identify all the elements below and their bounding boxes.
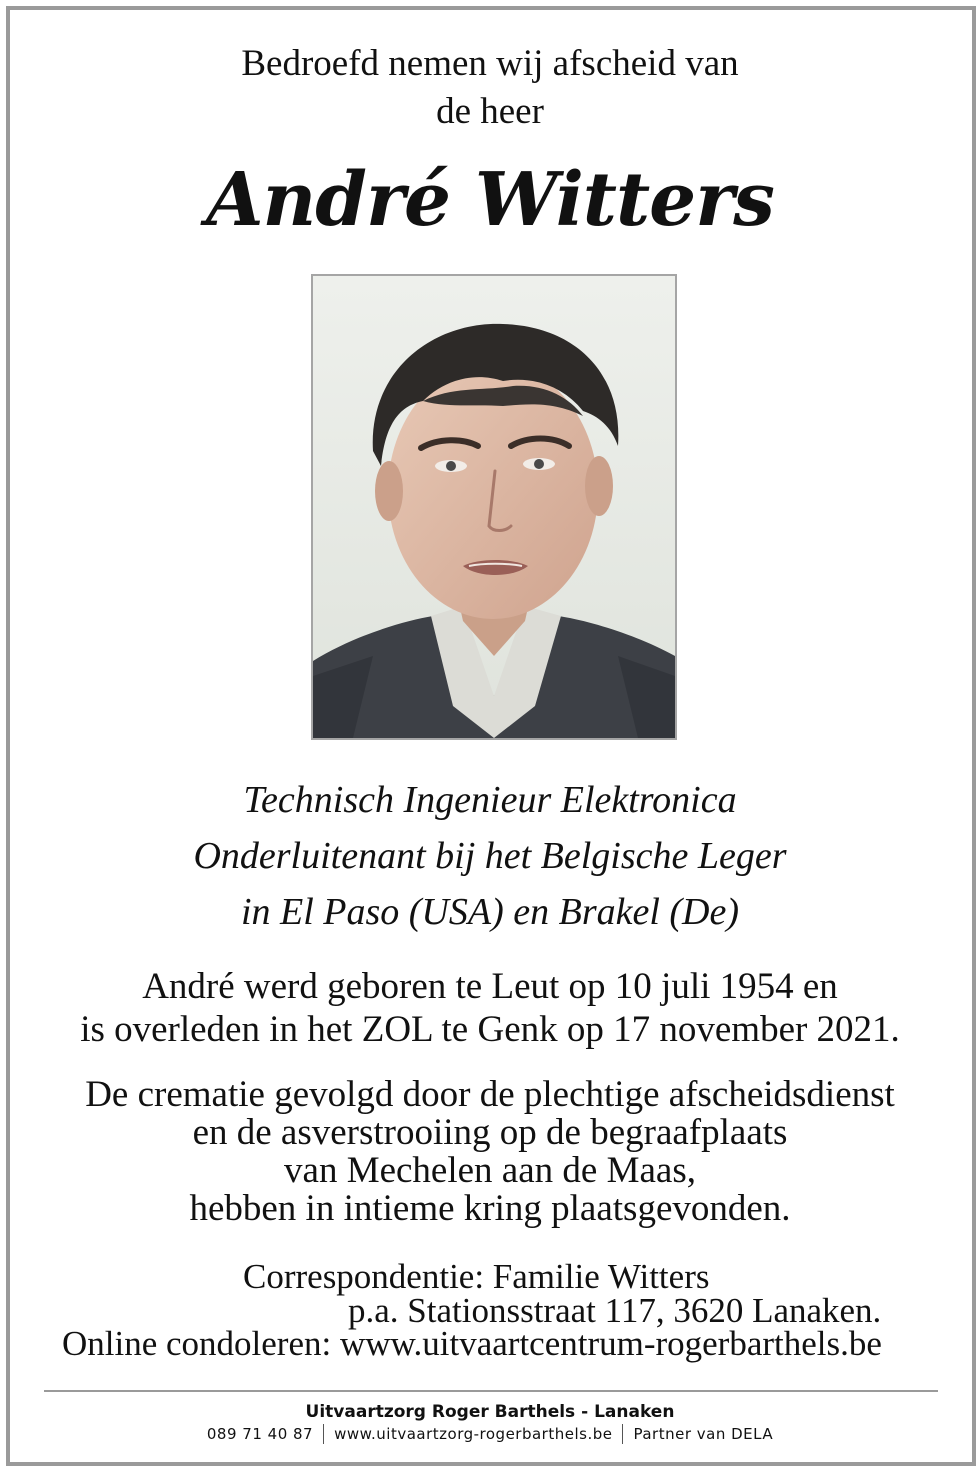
correspondence-address: p.a. Stationsstraat 117, 3620 Lanaken.	[348, 1291, 882, 1330]
service-line: hebben in intieme kring plaatsgevonden.	[189, 1188, 791, 1229]
service-block	[0, 1076, 980, 1228]
correspondence-name: Correspondentie: Familie Witters	[243, 1257, 710, 1296]
intro-line-1: Bedroefd nemen wij afscheid van	[241, 43, 739, 84]
service-line: en de asverstrooiing op de begraafplaats	[192, 1112, 788, 1153]
dates-block	[0, 965, 980, 1051]
footer-phone: 089 71 40 87	[206, 1425, 314, 1443]
deceased-name: André Witters	[206, 157, 774, 243]
intro-line-2: de heer	[436, 91, 544, 132]
intro-text	[0, 40, 980, 136]
portrait-photo	[311, 274, 677, 740]
service-line: van Mechelen aan de Maas,	[284, 1150, 696, 1191]
footer-website: www.uitvaartzorg-rogerbarthels.be	[334, 1425, 613, 1443]
title-line: Technisch Ingenieur Elektronica	[243, 779, 737, 821]
death-line: is overleden in het ZOL te Genk op 17 november 2021.	[80, 1009, 900, 1050]
birth-line: André werd geboren te Leut op 10 juli 1954 en	[142, 966, 838, 1007]
service-line: De crematie gevolgd door de plechtige afscheidsdienst	[85, 1074, 895, 1115]
footer-divider	[44, 1390, 938, 1392]
online-condolence: Online condoleren: www.uitvaartcentrum-rogerbarthels.be	[62, 1324, 882, 1363]
titles-block	[0, 772, 980, 940]
funeral-home-name: Uitvaartzorg Roger Barthels - Lanaken	[305, 1402, 675, 1422]
title-line: Onderluitenant bij het Belgische Leger	[193, 835, 787, 877]
footer-contact	[0, 1424, 980, 1444]
footer-separator	[323, 1424, 324, 1444]
title-line: in El Paso (USA) en Brakel (De)	[240, 891, 740, 933]
footer-separator	[622, 1424, 623, 1444]
footer-partner: Partner van DELA	[633, 1425, 774, 1443]
